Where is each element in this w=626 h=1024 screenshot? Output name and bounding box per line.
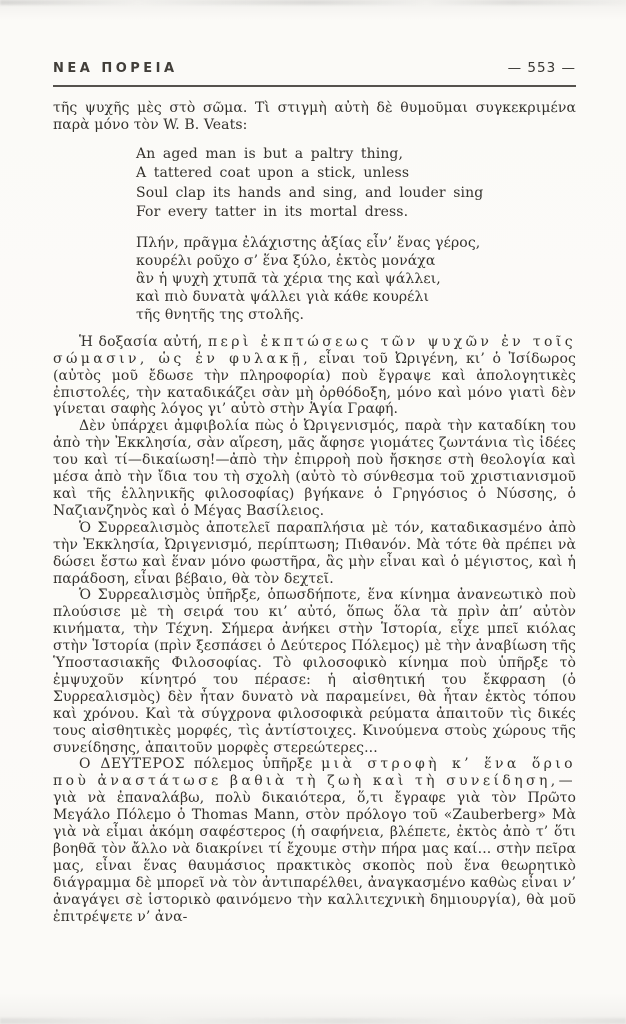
poem-line: ἂν ἡ ψυχὴ χτυπᾶ τὰ χέρια της καὶ ψάλλει, bbox=[136, 270, 441, 287]
emphasized-spaced-text: μιὰ στροφὴ κ’ ἕνα ὅριο ποὺ ἀναστάτωσε βαθιὰ τὴ ζωὴ καὶ τὴ συνείδηση,— bbox=[53, 756, 576, 790]
emphasized-spaced-text: περὶ ἐκπτώσεως τῶν ψυχῶν ἐν τοῖς σώμασιν, ὡς ἐν φυλακῇ, bbox=[53, 333, 576, 367]
paragraph-surrealism-2: Ὁ Συρρεαλισμὸς ὑπῆρξε, ὁπωσδήποτε, ἕνα κίνημα ἀνανεωτικὸ ποὺ πλούσισε μὲ τὴ σειρά του κι’ αὐτό, ὅπως ὅλα τὰ πρὶν ἀπ’ αὐτὸν κινήματα, τὴν Τέχνη. Σήμερα ἀνήκει στὴν Ἱστορία, εἶχε μπεῖ κιόλας στὴν Ἱστορία (πρὶν ξεσπάσει ὁ Δεύτερος Πόλεμος) μὲ τὴν ἀναβίωση τῆς Ὑποστασιακῆς Φιλοσοφίας. Τὸ φιλοσοφικὸ κίνημα ποὺ ὑπῆρξε τὸ ἐμψυχοῦν κίνητρό του πέρασε: ἡ αἰσθητική του ἔκφραση (ὁ Συρρεαλισμὸς) δὲν ἦταν δυνατὸ νὰ παραμείνει, θὰ ἦταν ἐκτὸς τόπου καὶ χρόνου. Καὶ τὰ σύγχρονα φιλοσοφικὰ ρεύματα ἀπαιτοῦν τὶς δικές τους αἰσθητικὲς μορφές, τὶς ἀντίστοιχες. Κινούμενα στοὺς χώρους τῆς συνείδησης, ἀπαιτοῦν μορφὲς στερεώτερες... bbox=[53, 587, 576, 756]
paragraph-text: γιὰ νὰ ἐπαναλάβω, πολὺ δικαιότερα, ὅ,τι ἔγραφε γιὰ τὸν Πρῶτο Μεγάλο Πόλεμο ὁ Thomas Mann, στὸν πρόλογο τοῦ «Zauberberg» Μὰ γιὰ νὰ εἶμαι ἀκόμη σαφέστερος (ἡ σαφήνεια, βλέπετε, ἐκτὸς ἀπὸ τ’ ὅτι βοηθᾶ τὸν ἄλλο νὰ διακρίνει τί ἔχουμε στὴν πήρα μας καί... στὴν πεῖρα μας, εἶναι ἕνας θαυμάσιος πρακτικὸς σκοπὸς ποὺ ἕνα θεωρητικὸ διάγραμμα δὲ μπορεῖ νὰ τὸν ἀντιπαρέλθει, ἀναγκασμένο καθὼς εἶναι ν’ ἀναγάγει σὲ ἱστορικὸ φαινόμενο τὴν καλλιτεχνικὴ δημιουργία), θὰ μοῦ ἐπιτρέψετε ν’ ἀνα- bbox=[53, 790, 576, 925]
poem-line: A tattered coat upon a stick, unless bbox=[136, 165, 410, 182]
journal-title: ΝΕΑ ΠΟΡΕΙΑ bbox=[53, 61, 178, 76]
greek-poem-translation bbox=[136, 234, 576, 324]
paragraph-origenism: Δὲν ὑπάρχει ἀμφιβολία πὼς ὁ Ὠριγενισμός, παρὰ τὴν καταδίκη του ἀπὸ τὴν Ἐκκλησία, σὰν αἵρεση, μᾶς ἄφησε γιομάτες ζωντάνια τὶς ἰδέες του καὶ τί—δικαίωση!—ἀπὸ τὴν ἐπιρροὴ ποὺ ἤσκησε στὴ θεολογία καὶ μέσα ἀπὸ τὴν ἴδια του τὴ σχολὴ (αὐτὸ τὸ σύνθεσμα τοῦ χριστιανισμοῦ καὶ τῆς ἑλληνικῆς φιλοσοφίας) βγήκανε ὁ Γρηγόσιος ὁ Νύσσης, ὁ Ναζιανζηνὸς καὶ ὁ Μέγας Βασίλειος. bbox=[53, 418, 576, 519]
english-poem-quote bbox=[136, 145, 576, 223]
poem-line: καὶ πιὸ δυνατὰ ψάλλει γιὰ κάθε κουρέλι bbox=[136, 288, 430, 305]
intro-paragraph: τῆς ψυχῆς μὲς στὸ σῶμα. Τὶ στιγμὴ αὐτὴ δὲ θυμοῦμαι συγκεκριμένα παρὰ μόνο τὸν W. B. Veats: bbox=[53, 100, 576, 133]
paragraph-text: πόλεμος ὑπῆρξε bbox=[185, 756, 322, 773]
paragraph-doxasia bbox=[53, 334, 576, 419]
paragraph-lead-caps: Ο ΔΕΥΤΕΡΟΣ bbox=[79, 756, 186, 773]
body-text bbox=[53, 100, 576, 926]
poem-line: κουρέλι ροῦχο σ’ ἕνα ξύλο, ἐκτὸς μονάχα bbox=[136, 252, 436, 269]
scan-edge-artifact-top bbox=[0, 0, 626, 5]
paragraph-text: Ἡ δοξασία αὐτή, bbox=[79, 333, 208, 350]
poem-line: For every tatter in its mortal dress. bbox=[136, 204, 409, 221]
poem-line: τῆς θνητῆς της στολῆς. bbox=[136, 306, 305, 323]
poem-line: An aged man is but a paltry thing, bbox=[136, 145, 404, 162]
scan-edge-artifact-bottom bbox=[0, 1018, 626, 1024]
header-rule bbox=[53, 85, 576, 87]
page-header bbox=[53, 60, 576, 76]
poem-line: Πλήν, πρᾶγμα ἐλάχιστης ἀξίας εἶν’ ἕνας γέρος, bbox=[136, 234, 481, 251]
paragraph-text: εἶναι τοῦ Ὠριγένη, κι’ ὁ Ἰσίδωρος (αὐτὸς μοῦ ἔδωσε τὴν πληροφορία) ποὺ ἔγραψε καὶ ἀπολογητικὲς ἐπιστολές, τὴν καταδικάζει σὰν μὴ ὀρθόδοξη, μόνο καὶ μόνο γιατὶ δὲν γίνεται σαφὴς λόγος γι’ αὐτὸ στὴν Ἁγία Γραφή. bbox=[53, 350, 576, 418]
paragraph-surrealism-1: Ὁ Συρρεαλισμὸς ἀποτελεῖ παραπλήσια μὲ τόν, καταδικασμένο ἀπὸ τὴν Ἐκκλησία, Ὠριγενισμό, περίπτωση; Πιθανόν. Μὰ τότε θὰ πρέπει νὰ δώσει ἔστω καὶ ἕναν μόνο φωστῆρα, ἂς μὴν εἶναι καὶ ὁ μέγιστος, καὶ ἡ παράδοση, εἶναι βέβαιο, θὰ τὸν δεχτεῖ. bbox=[53, 519, 576, 587]
page-number-label: — 553 — bbox=[507, 60, 576, 76]
poem-line: Soul clap its hands and sing, and louder sing bbox=[136, 184, 484, 201]
paragraph-second-war bbox=[53, 756, 576, 925]
